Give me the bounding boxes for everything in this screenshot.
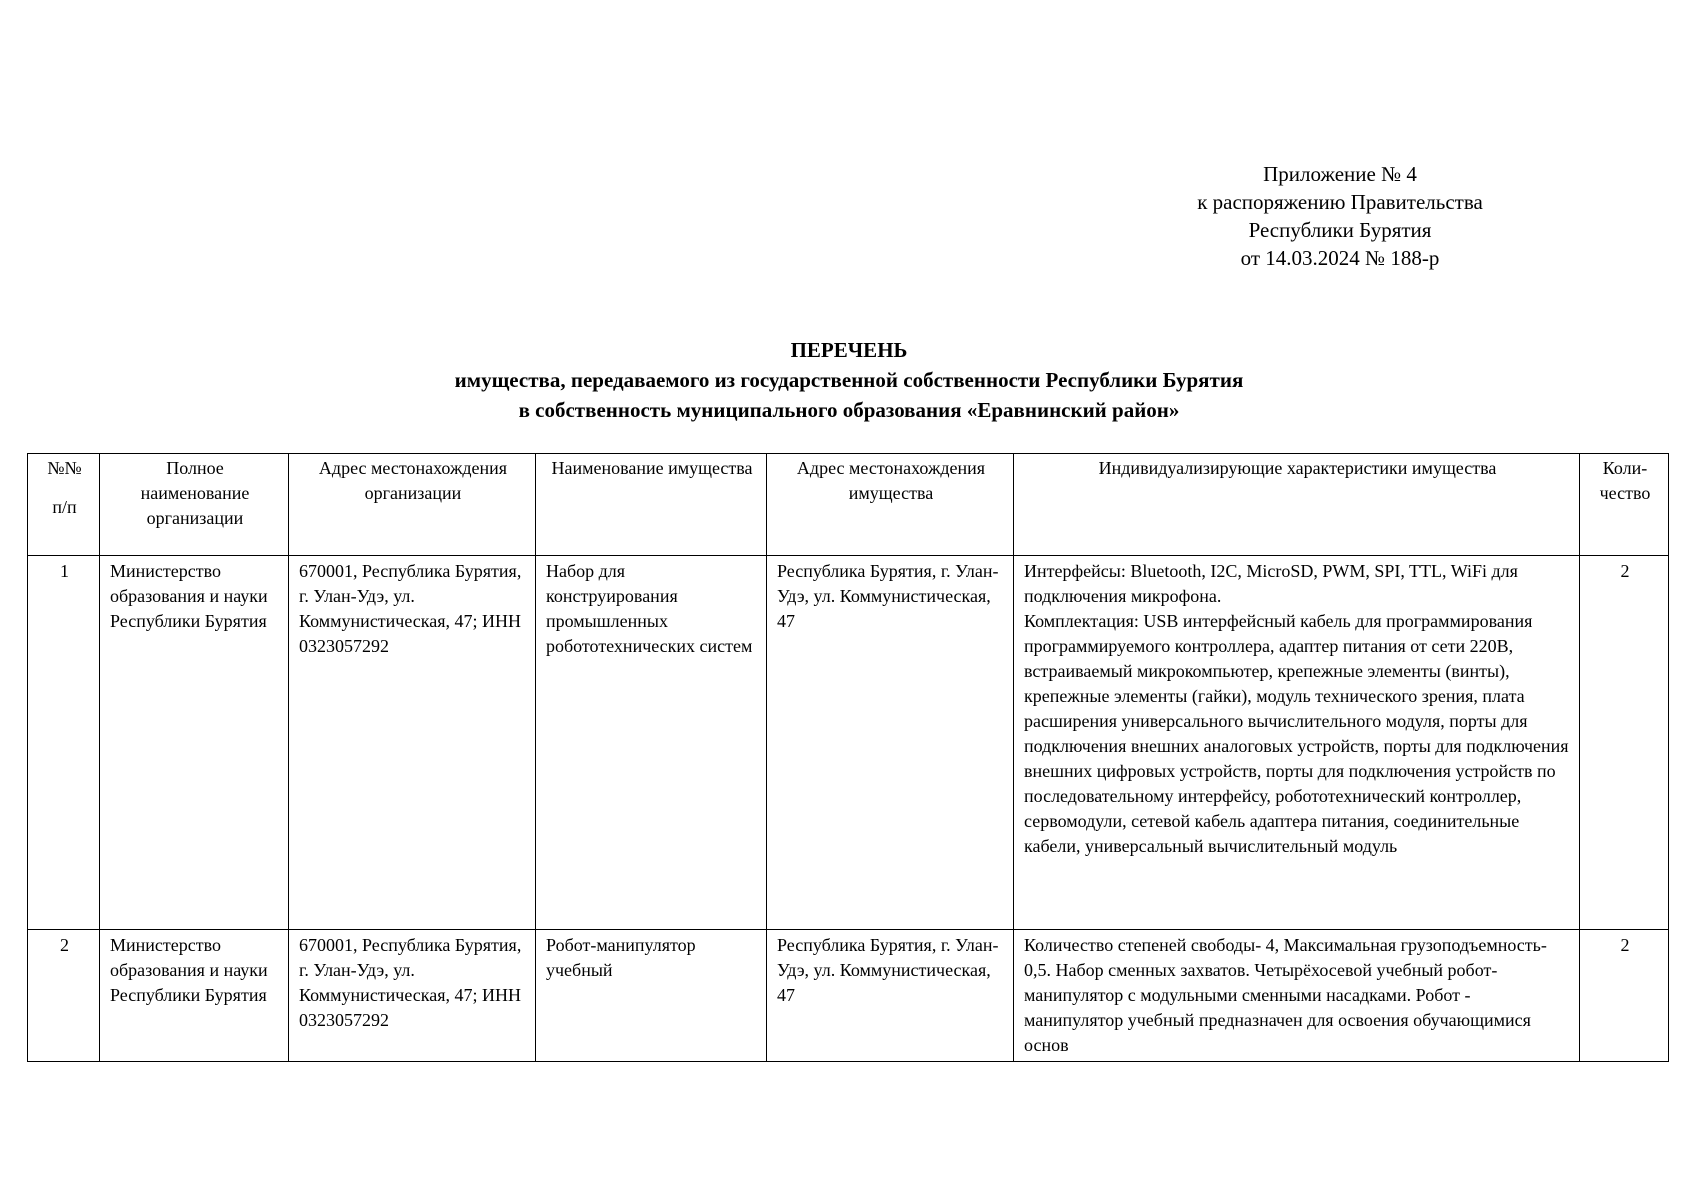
property-name-cell: Набор для конструирования промышленных робототехнических систем — [536, 556, 767, 930]
annex-region: Республики Бурятия — [1248, 218, 1432, 242]
header-quantity-top: Коли- — [1602, 458, 1648, 478]
header-property-name: Наименование имущества — [536, 454, 767, 556]
quantity-cell: 2 — [1580, 930, 1669, 1062]
property-table — [27, 453, 1669, 1062]
title-heading: ПЕРЕЧЕНЬ — [790, 338, 908, 362]
header-org-name: Полное наименование организации — [100, 454, 289, 556]
property-name-cell: Робот-манипулятор учебный — [536, 930, 767, 1062]
table-header-row — [28, 454, 1669, 556]
header-characteristics: Индивидуализирующие характеристики имущества — [1014, 454, 1580, 556]
table-row — [28, 556, 1669, 930]
org-address-cell: 670001, Республика Бурятия, г. Улан-Удэ, ул. Коммунистическая, 47; ИНН 0323057292 — [289, 930, 536, 1062]
annex-date: от 14.03.2024 № 188-р — [1240, 246, 1440, 270]
org-address-cell: 670001, Республика Бурятия, г. Улан-Удэ, ул. Коммунистическая, 47; ИНН 0323057292 — [289, 556, 536, 930]
characteristics-cell: Количество степеней свободы- 4, Максимальная грузоподъемность- 0,5. Набор сменных захватов. Четырёхосевой учебный робот-манипулятор с модульными сменными насадками. Робот - манипулятор учебный предназначен для освоения обучающимися основ — [1014, 930, 1580, 1062]
table-row — [28, 930, 1669, 1062]
property-address-cell: Республика Бурятия, г. Улан-Удэ, ул. Коммунистическая, 47 — [767, 556, 1014, 930]
characteristics-kit: Комплектация: USB интерфейсный кабель для программирования программируемого контроллера, адаптер питания от сети 220В, встраиваемый микрокомпьютер, крепежные элементы (винты), крепежные элементы (гайки), модуль технического зрения, плата расширения универсального вычислительного модуля, порты для подключения внешних аналоговых устройств, порты для подключения внешних цифровых устройств, порты для подключения устройств по последовательному интерфейсу, робототехнический контроллер, сервомодули, сетевой кабель адаптера питания, соединительные кабели, универсальный вычислительный модуль — [1024, 611, 1569, 856]
quantity-cell: 2 — [1580, 556, 1669, 930]
header-number-bottom: п/п — [52, 497, 77, 517]
header-number-top: №№ — [47, 458, 82, 478]
annex-reference: к распоряжению Правительства — [1197, 190, 1483, 214]
row-number: 2 — [28, 930, 100, 1062]
header-org-address: Адрес местонахождения организации — [289, 454, 536, 556]
title-subtitle-2: в собственность муниципального образования «Еравнинский район» — [518, 398, 1180, 422]
characteristics-cell — [1014, 556, 1580, 930]
document-title — [0, 335, 1698, 425]
header-quantity-bottom: чество — [1599, 483, 1651, 503]
title-subtitle-1: имущества, передаваемого из государственной собственности Республики Бурятия — [454, 368, 1244, 392]
characteristics-interfaces: Интерфейсы: Bluetooth, I2C, MicroSD, PWM, SPI, TTL, WiFi для подключения микрофона. — [1024, 561, 1518, 606]
header-quantity — [1580, 454, 1669, 556]
org-name-cell: Министерство образования и науки Республики Бурятия — [100, 930, 289, 1062]
header-property-address: Адрес местонахождения имущества — [767, 454, 1014, 556]
property-address-cell: Республика Бурятия, г. Улан-Удэ, ул. Коммунистическая, 47 — [767, 930, 1014, 1062]
header-number — [28, 454, 100, 556]
annex-block — [1140, 160, 1540, 272]
row-number: 1 — [28, 556, 100, 930]
org-name-cell: Министерство образования и науки Республики Бурятия — [100, 556, 289, 930]
annex-number: Приложение № 4 — [1263, 162, 1417, 186]
